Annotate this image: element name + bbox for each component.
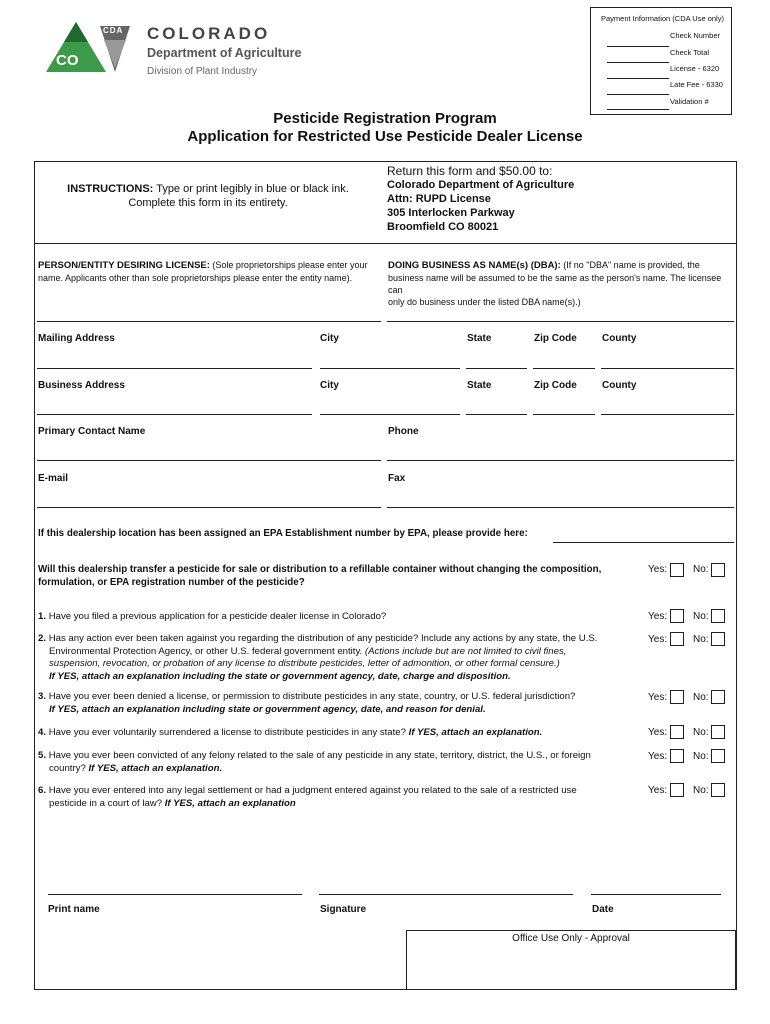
license-fee-line[interactable] <box>607 78 669 79</box>
mailing-county-field[interactable] <box>601 368 734 369</box>
primary-contact-label: Primary Contact Name <box>38 426 146 437</box>
question-5-line1: Have you ever been convicted of any felony related to the sale of any pesticide in any state, territory, district, the U.S., or foreign <box>48 750 591 761</box>
q3-no-label: No: <box>693 692 709 703</box>
dba-note1: (If no "DBA" name is provided, the <box>563 260 700 270</box>
late-fee-label: Late Fee - 6330 <box>670 80 723 89</box>
mailing-zip-label: Zip Code <box>534 333 577 344</box>
primary-contact-field[interactable] <box>37 460 381 461</box>
q2-yes-label: Yes: <box>648 634 668 645</box>
person-entity-field[interactable] <box>37 321 381 322</box>
date-label: Date <box>592 904 614 915</box>
question-5 <box>38 750 638 775</box>
q2-yes-checkbox[interactable] <box>670 632 684 646</box>
q1-no-checkbox[interactable] <box>711 609 725 623</box>
return-address-line3: 305 Interlocken Parkway <box>387 207 515 219</box>
payment-info-title: Payment Information (CDA Use only) <box>601 14 724 23</box>
check-number-line[interactable] <box>607 46 669 47</box>
check-total-label: Check Total <box>670 48 710 57</box>
program-title: Pesticide Registration Program <box>273 110 497 127</box>
person-entity-heading: PERSON/ENTITY DESIRING LICENSE: <box>38 260 210 271</box>
question-6-line1: Have you ever entered into any legal settlement or had a judgment entered against you related to the sale of a restricted use <box>48 785 577 796</box>
business-county-field[interactable] <box>601 414 734 415</box>
application-title: Application for Restricted Use Pesticide Dealer License <box>187 128 583 145</box>
q6-no-checkbox[interactable] <box>711 783 725 797</box>
question-4-number: 4. <box>38 727 47 738</box>
return-address-line2: Attn: RUPD License <box>387 193 491 205</box>
date-field[interactable] <box>591 894 721 895</box>
question-3-number: 3. <box>38 691 47 702</box>
phone-field[interactable] <box>387 460 734 461</box>
q4-yes-checkbox[interactable] <box>670 725 684 739</box>
refill-question <box>38 563 601 589</box>
signature-label: Signature <box>320 904 367 915</box>
dba-note3: only do business under the listed DBA name(s).) <box>388 297 581 307</box>
logo-department-name: Department of Agriculture <box>147 46 302 60</box>
return-heading: Return this form and $50.00 to: <box>387 164 553 178</box>
license-fee-label: License - 6320 <box>670 64 720 73</box>
check-number-label: Check Number <box>670 31 721 40</box>
late-fee-line[interactable] <box>607 94 669 95</box>
q1-yes-label: Yes: <box>648 611 668 622</box>
q2-no-label: No: <box>693 634 709 645</box>
instructions-divider <box>34 243 737 244</box>
logo-co-mark: CO <box>56 52 79 69</box>
logo-state-name: COLORADO <box>147 24 271 43</box>
question-2 <box>38 633 638 683</box>
logo-badge-text: CDA <box>103 26 124 35</box>
office-use-label: Office Use Only - Approval <box>512 933 630 944</box>
q6-yes-label: Yes: <box>648 785 668 796</box>
validation-label: Validation # <box>670 97 709 106</box>
instructions-text <box>38 182 378 210</box>
refill-question-line2: formulation, or EPA registration number of the pesticide? <box>38 577 305 588</box>
business-zip-label: Zip Code <box>534 380 577 391</box>
question-2-line2-italic: (Actions include but are not limited to civil fines, <box>364 645 567 657</box>
instructions-line1: Type or print legibly in blue or black ink. <box>156 183 349 195</box>
q4-no-label: No: <box>693 727 709 738</box>
business-county-label: County <box>602 380 637 391</box>
person-entity-label <box>38 259 383 284</box>
person-entity-note2: name. Applicants other than sole proprietorships please enter the entity name). <box>38 273 353 283</box>
dba-note2: business name will be assumed to be the same as the person's name. The licensee can <box>388 273 722 295</box>
epa-establishment-prompt: If this dealership location has been assigned an EPA Establishment number by EPA, please provide here: <box>38 528 528 539</box>
mailing-city-field[interactable] <box>320 368 460 369</box>
q3-yes-checkbox[interactable] <box>670 690 684 704</box>
mailing-state-field[interactable] <box>466 368 527 369</box>
business-state-field[interactable] <box>466 414 527 415</box>
mailing-address-field[interactable] <box>37 368 312 369</box>
business-zip-field[interactable] <box>533 414 595 415</box>
question-2-line2: Environmental Protection Agency, or other U.S. federal government entity. <box>49 645 363 657</box>
refill-yes-label: Yes: <box>648 564 668 575</box>
refill-yes-checkbox[interactable] <box>670 563 684 577</box>
fax-label: Fax <box>388 473 406 484</box>
question-6-number: 6. <box>38 785 47 796</box>
signature-field[interactable] <box>319 894 573 895</box>
question-2-line3: suspension, revocation, or probation of any license to distribute pesticides, letter of admonition, or other formal censure.) <box>49 658 560 669</box>
question-6-line2: pesticide in a court of law? <box>49 797 163 809</box>
refill-question-line1: Will this dealership transfer a pesticide for sale or distribution to a refillable container without changing the composition, <box>38 564 602 575</box>
question-3-instruction: If YES, attach an explanation including state or government agency, date, and reason for denial. <box>49 703 486 715</box>
fax-field[interactable] <box>387 507 734 508</box>
q3-no-checkbox[interactable] <box>711 690 725 704</box>
question-4 <box>38 727 542 740</box>
question-5-instruction: If YES, attach an explanation. <box>88 762 223 774</box>
phone-label: Phone <box>388 426 419 437</box>
instructions-line2: Complete this form in its entirety. <box>128 197 288 209</box>
print-name-field[interactable] <box>48 894 302 895</box>
q1-no-label: No: <box>693 611 709 622</box>
question-2-line1: Has any action ever been taken against you regarding the distribution of any pesticide? Include any actions by any state, the U.S. <box>48 633 598 644</box>
check-total-line[interactable] <box>607 62 669 63</box>
q1-yes-checkbox[interactable] <box>670 609 684 623</box>
question-1-text: Have you filed a previous application for a pesticide dealer license in Colorado? <box>48 611 387 622</box>
mailing-county-label: County <box>602 333 637 344</box>
question-6-instruction: If YES, attach an explanation <box>164 797 296 809</box>
business-address-label: Business Address <box>38 380 125 391</box>
q5-yes-checkbox[interactable] <box>670 749 684 763</box>
q5-no-label: No: <box>693 751 709 762</box>
q6-yes-checkbox[interactable] <box>670 783 684 797</box>
business-city-field[interactable] <box>320 414 460 415</box>
question-2-number: 2. <box>38 633 47 644</box>
question-1-number: 1. <box>38 611 47 622</box>
dba-label <box>388 259 734 308</box>
question-1 <box>38 611 386 624</box>
office-use-box <box>406 930 736 990</box>
question-4-instruction: If YES, attach an explanation. <box>408 727 543 738</box>
return-address-line4: Broomfield CO 80021 <box>387 221 499 233</box>
email-label: E-mail <box>38 473 69 484</box>
email-field[interactable] <box>37 507 381 508</box>
person-entity-note1: (Sole proprietorships please enter your <box>212 260 368 270</box>
question-2-instruction: If YES, attach an explanation including the state or government agency, date, charge and disposition. <box>49 670 511 682</box>
refill-no-checkbox[interactable] <box>711 563 725 577</box>
question-3-line1: Have you ever been denied a license, or permission to distribute pesticides in any state, country, or U.S. federal jurisdiction? <box>48 691 576 702</box>
q4-no-checkbox[interactable] <box>711 725 725 739</box>
instructions-label: INSTRUCTIONS: <box>67 183 154 195</box>
q3-yes-label: Yes: <box>648 692 668 703</box>
question-5-line2: country? <box>49 762 86 774</box>
q5-yes-label: Yes: <box>648 751 668 762</box>
q5-no-checkbox[interactable] <box>711 749 725 763</box>
business-address-field[interactable] <box>37 414 312 415</box>
question-3 <box>38 691 638 716</box>
print-name-label: Print name <box>48 904 100 915</box>
q2-no-checkbox[interactable] <box>711 632 725 646</box>
refill-no-label: No: <box>693 564 709 575</box>
return-address-line1: Colorado Department of Agriculture <box>387 179 575 191</box>
epa-establishment-field[interactable] <box>553 542 734 543</box>
payment-info-box <box>590 7 732 115</box>
question-5-number: 5. <box>38 750 47 761</box>
question-6 <box>38 785 638 810</box>
q6-no-label: No: <box>693 785 709 796</box>
logo-division-name: Division of Plant Industry <box>147 66 258 77</box>
business-state-label: State <box>467 380 492 391</box>
mailing-city-label: City <box>320 333 339 344</box>
mailing-state-label: State <box>467 333 492 344</box>
mailing-zip-field[interactable] <box>533 368 595 369</box>
dba-heading: DOING BUSINESS AS NAME(s) (DBA): <box>388 260 561 271</box>
dba-field[interactable] <box>387 321 734 322</box>
q4-yes-label: Yes: <box>648 727 668 738</box>
business-city-label: City <box>320 380 339 391</box>
mailing-address-label: Mailing Address <box>38 333 115 344</box>
question-4-text: Have you ever voluntarily surrendered a license to distribute pesticides in any state? <box>48 727 406 738</box>
